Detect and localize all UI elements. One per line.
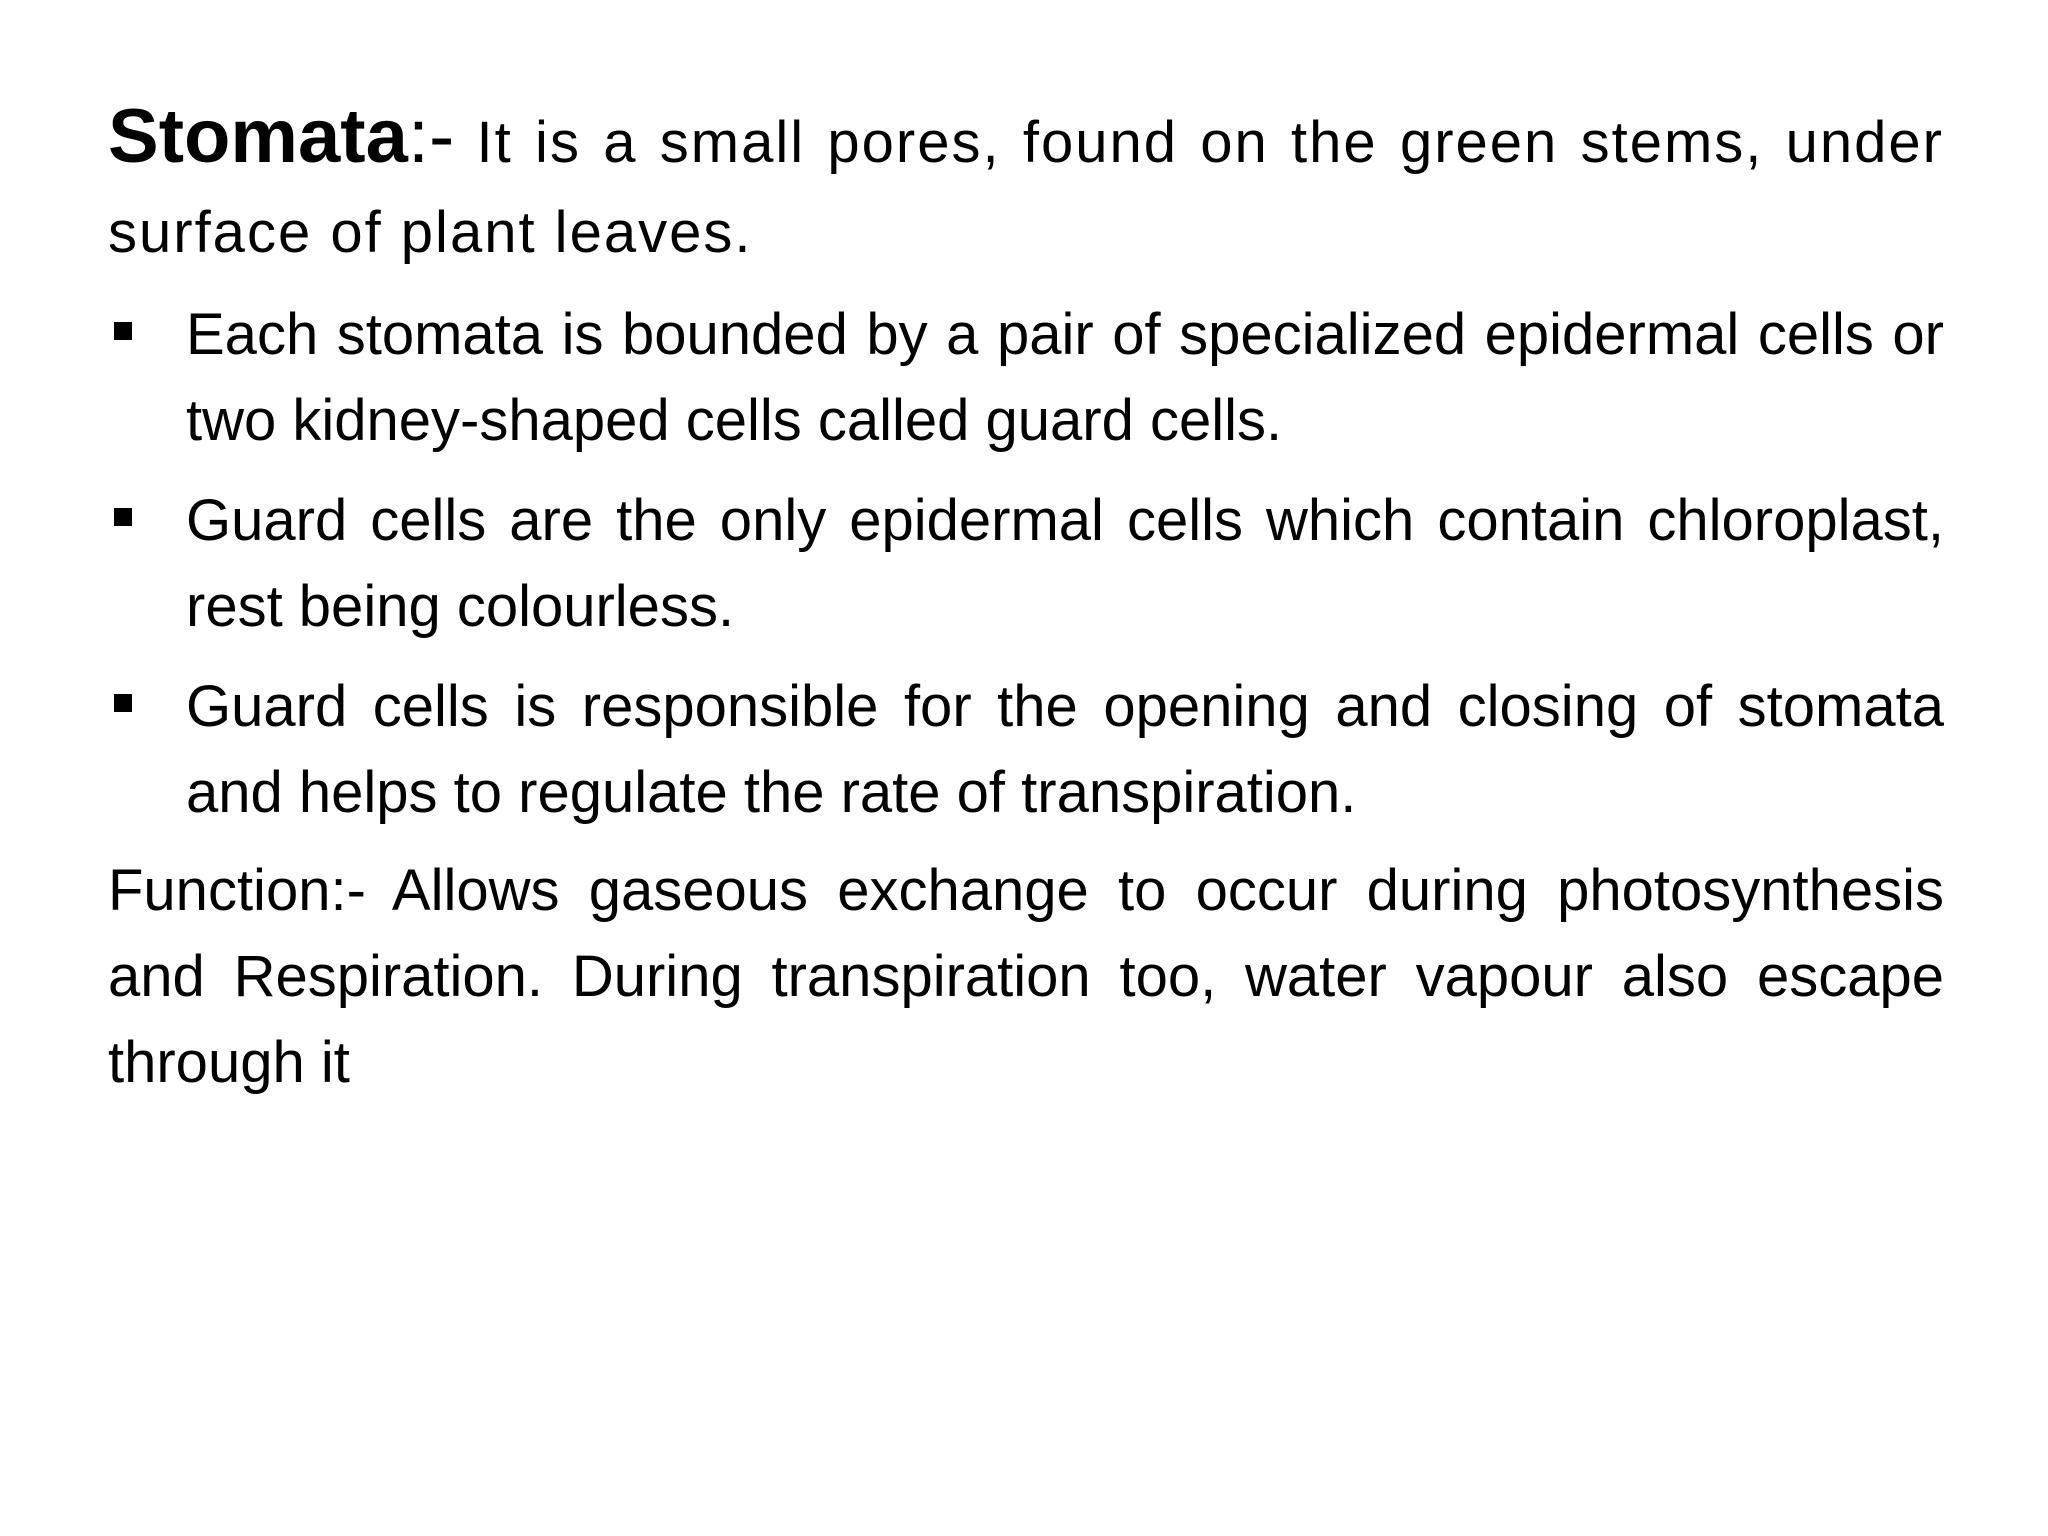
bullet-text: Guard cells are the only epidermal cells which contain chloroplast, rest being colourless.: [186, 488, 1944, 639]
list-item: [108, 292, 1944, 464]
square-bullet-icon: [114, 694, 132, 712]
bullet-text: Guard cells is responsible for the opening and closing of stomata and helps to regulate the rate of transpiration.: [186, 674, 1944, 825]
square-bullet-icon: [114, 322, 132, 340]
list-item: [108, 664, 1944, 836]
bullet-list: [108, 292, 1944, 836]
function-paragraph: Function:- Allows gaseous exchange to occur during photosynthesis and Respiration. During transpiration too, water vapour also escape through it: [108, 858, 1944, 1095]
heading-separator: :-: [407, 94, 455, 179]
list-item: [108, 478, 1944, 650]
heading-term: Stomata: [108, 94, 408, 179]
stomata-definition: [108, 92, 1944, 278]
definition-text: It is a small pores, found on the green stems, under surface of plant leaves.: [108, 110, 1944, 265]
square-bullet-icon: [114, 508, 132, 526]
slide-content: [108, 92, 1944, 1106]
bullet-text: Each stomata is bounded by a pair of specialized epidermal cells or two kidney-shaped cells called guard cells.: [186, 302, 1944, 453]
